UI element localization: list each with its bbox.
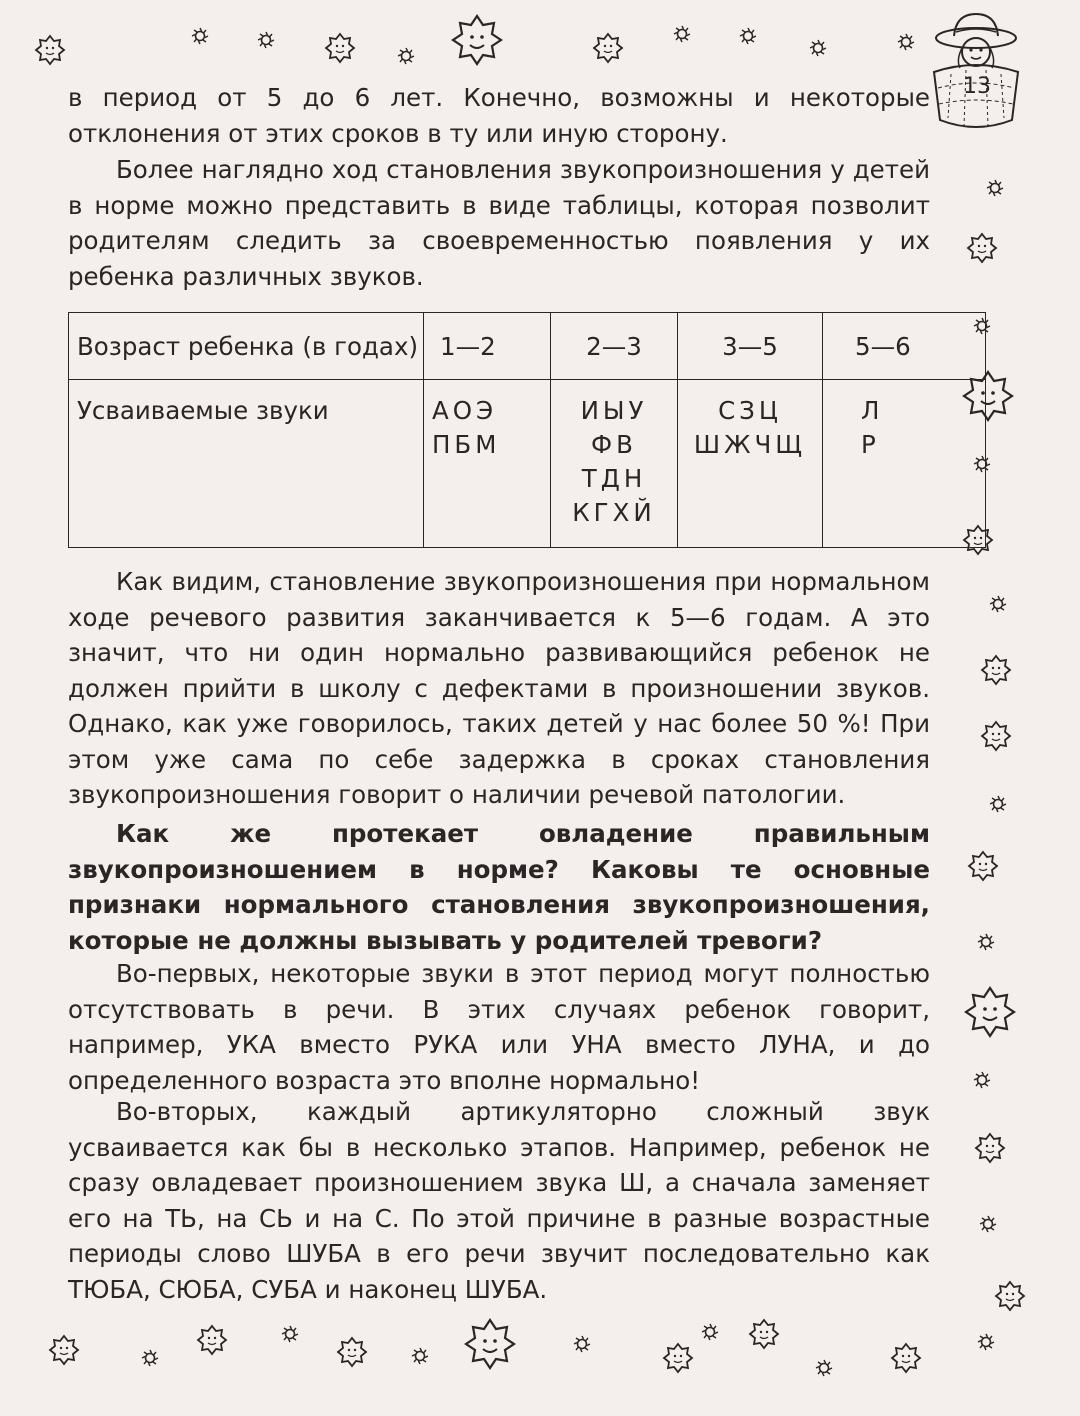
sound-group: ПБМ: [432, 430, 501, 459]
sound-group: АОЭ: [432, 396, 498, 425]
sounds-cell: [823, 380, 986, 548]
table-header-row: [69, 313, 986, 380]
paragraph-5: Во-первых, некоторые звуки в этот период могут полностью отсутствовать в речи. В этих случаях ребенок говорит, например, УКА вместо РУКА или УНА вместо ЛУНА, и до определенного возраста это вполне нормально!: [68, 959, 930, 1095]
table-header-label: Возраст ребенка (в годах): [69, 313, 424, 380]
age-column-header: 1—2: [424, 313, 551, 380]
paragraph-6: Во-вторых, каждый артикуляторно сложный звук усваивается как бы в несколько этапов. Например, ребенок не сразу овладевает произношением звука Ш, а сначала заменяет его на ТЬ, на СЬ и на С. По этой причине в разные возрастные периоды слово ШУБА в его речи звучит последовательно как ТЮБА, СЮБА, СУБА и наконец ШУБА.: [68, 1097, 930, 1304]
age-column-header: 5—6: [823, 313, 986, 380]
page-number: 13: [963, 74, 991, 99]
sound-group: ИЫУ: [580, 396, 648, 425]
sound-group: ТДН: [581, 464, 647, 493]
age-column-header: 3—5: [678, 313, 823, 380]
sound-group: Л: [861, 396, 884, 425]
paragraph-1: в период от 5 до 6 лет. Конечно, возможны и некоторые отклонения от этих сроков в ту или иную сторону.: [68, 83, 930, 148]
paragraph-2: Более наглядно ход становления звукопроизношения у детей в норме можно представить в виде таблицы, которая позволит родителям следить за своевременностью появления у их ребенка различных звуков.: [68, 155, 930, 291]
page-number-badge: [926, 8, 1026, 138]
table-row: [69, 380, 986, 548]
sound-acquisition-table: [68, 312, 986, 548]
sounds-cell: [678, 380, 823, 548]
sound-group: ШЖЧЩ: [693, 430, 807, 459]
sound-group: КГХЙ: [572, 498, 656, 527]
age-column-header: 2—3: [551, 313, 678, 380]
sounds-cell: [424, 380, 551, 548]
row-label: Усваиваемые звуки: [69, 380, 424, 548]
bold-question-paragraph: Как же протекает овладение правильным звукопроизношением в норме? Каковы те основные признаки нормального становления звукопроизношения, которые не должны вызывать у родителей тревоги?: [68, 819, 930, 955]
sound-group: ФВ: [591, 430, 637, 459]
sounds-cell: [551, 380, 678, 548]
girl-in-basket-icon: [926, 8, 1026, 138]
paragraph-3: Как видим, становление звукопроизношения при нормальном ходе речевого развития заканчивается к 5—6 годам. А это значит, что ни один нормально развивающийся ребенок не должен прийти в школу с дефектами в произношении звуков. Однако, как уже говорилось, таких детей у нас более 50 %! При этом уже сама по себе задержка в сроках становления звукопроизношения говорит о наличии речевой патологии.: [68, 567, 930, 809]
sound-group: Р: [861, 430, 880, 459]
sound-group: СЗЦ: [718, 396, 782, 425]
